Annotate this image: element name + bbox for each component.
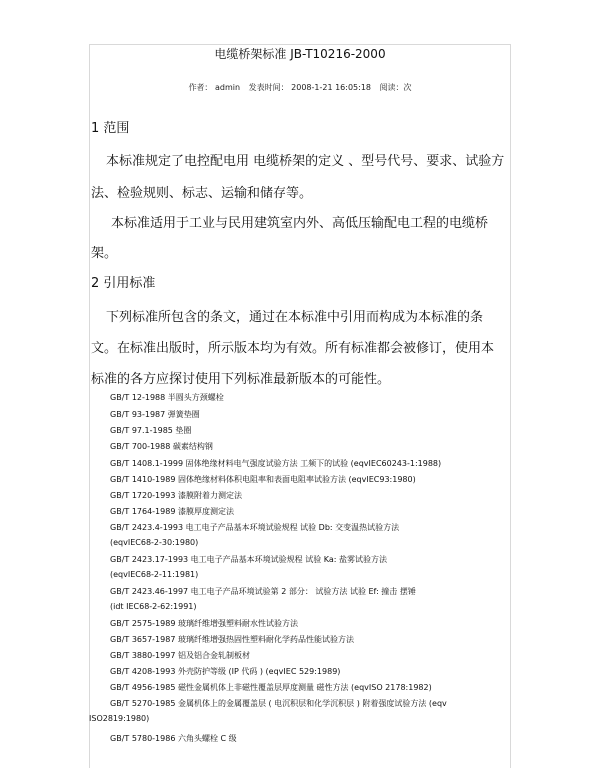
reference-item: GB/T 4956-1985 磁性金属机体上非磁性覆盖层厚度测量 磁性方法 (eqvISO 2178:1982) bbox=[110, 683, 432, 692]
paragraph-line: 法、检验规则、标志、运输和储存等。 bbox=[91, 186, 313, 201]
reference-item: GB/T 12-1988 半圆头方颈螺栓 bbox=[110, 393, 224, 402]
reference-item: GB/T 97.1-1985 垫圈 bbox=[110, 426, 192, 435]
meta-author: 作者： admin bbox=[188, 83, 241, 92]
reference-item: GB/T 2423.4-1993 电工电子产品基本环境试验规程 试验 Db: 交变温热试验方法 bbox=[110, 523, 400, 532]
reference-item: GB/T 4208-1993 外壳防护等级 (IP 代码 ) (eqvIEC 529:1989) bbox=[110, 667, 341, 676]
reference-item-continuation: ISO2819:1980) bbox=[89, 714, 150, 723]
reference-item-continuation: (eqvIEC68-2-30:1980) bbox=[110, 538, 199, 547]
reference-item: GB/T 2575-1989 玻璃纤维增强塑料耐水性试验方法 bbox=[110, 619, 298, 628]
reference-item: GB/T 1720-1993 漆膜附着力测定法 bbox=[110, 491, 242, 500]
page-border-right bbox=[510, 44, 511, 768]
reference-item-continuation: (eqvIEC68-2-11:1981) bbox=[110, 570, 199, 579]
paragraph-line: 文。在标准出版时，所示版本均为有效。所有标准都会被修订，使用本 bbox=[91, 341, 495, 356]
paragraph-line: 本标准适用于工业与民用建筑室内外、高低压输配电工程的电缆桥 bbox=[111, 216, 489, 231]
reference-item-continuation: (idt IEC68-2-62:1991) bbox=[110, 602, 197, 611]
meta-reads: 阅读：次 bbox=[379, 83, 412, 92]
reference-item: GB/T 700-1988 碳素结构钢 bbox=[110, 442, 213, 451]
reference-item: GB/T 5780-1986 六角头螺栓 C 级 bbox=[110, 734, 237, 743]
meta-time: 发表时间： 2008-1-21 16:05:18 bbox=[248, 83, 372, 92]
article-meta bbox=[0, 82, 600, 93]
reference-item: GB/T 2423.46-1997 电工电子产品环境试验第 2 部分： 试验方法 试验 Ef: 撞击 摆锤 bbox=[110, 587, 416, 596]
paragraph-line: 标准的各方应探讨使用下列标准最新版本的可能性。 bbox=[91, 372, 391, 387]
reference-item: GB/T 1764-1989 漆膜厚度测定法 bbox=[110, 507, 234, 516]
reference-item: GB/T 1408.1-1999 固体绝缘材料电气强度试验方法 工频下的试验 (eqvIEC60243-1:1988) bbox=[110, 459, 442, 468]
reference-item: GB/T 93-1987 弹簧垫圈 bbox=[110, 410, 200, 419]
page-title: 电缆桥架标准 JB-T10216-2000 bbox=[214, 47, 386, 61]
paragraph-line: 本标准规定了电控配电用 电缆桥架的定义 、型号代号、要求、试验方 bbox=[106, 154, 505, 169]
reference-item: GB/T 3657-1987 玻璃纤维增强热固性塑料耐化学药品性能试验方法 bbox=[110, 635, 354, 644]
paragraph-line: 下列标准所包含的条文，通过在本标准中引用而构成为本标准的条 bbox=[106, 310, 484, 325]
section-heading-references: 2 引用标准 bbox=[91, 276, 156, 291]
reference-item: GB/T 5270-1985 金属机体上的金属覆盖层 ( 电沉积层和化学沉积层 ) 附着强度试验方法 (eqv bbox=[110, 699, 447, 708]
reference-item: GB/T 2423.17-1993 电工电子产品基本环境试验规程 试验 Ka: 盐雾试验方法 bbox=[110, 555, 388, 564]
paragraph-line: 架。 bbox=[91, 246, 118, 261]
section-heading-scope: 1 范围 bbox=[91, 121, 130, 136]
page-border-left bbox=[89, 44, 90, 768]
reference-item: GB/T 1410-1989 固体绝缘材料体积电阻率和表面电阻率试验方法 (eqvIEC93:1980) bbox=[110, 475, 416, 484]
reference-item: GB/T 3880-1997 铝及铝合金轧制板材 bbox=[110, 651, 250, 660]
